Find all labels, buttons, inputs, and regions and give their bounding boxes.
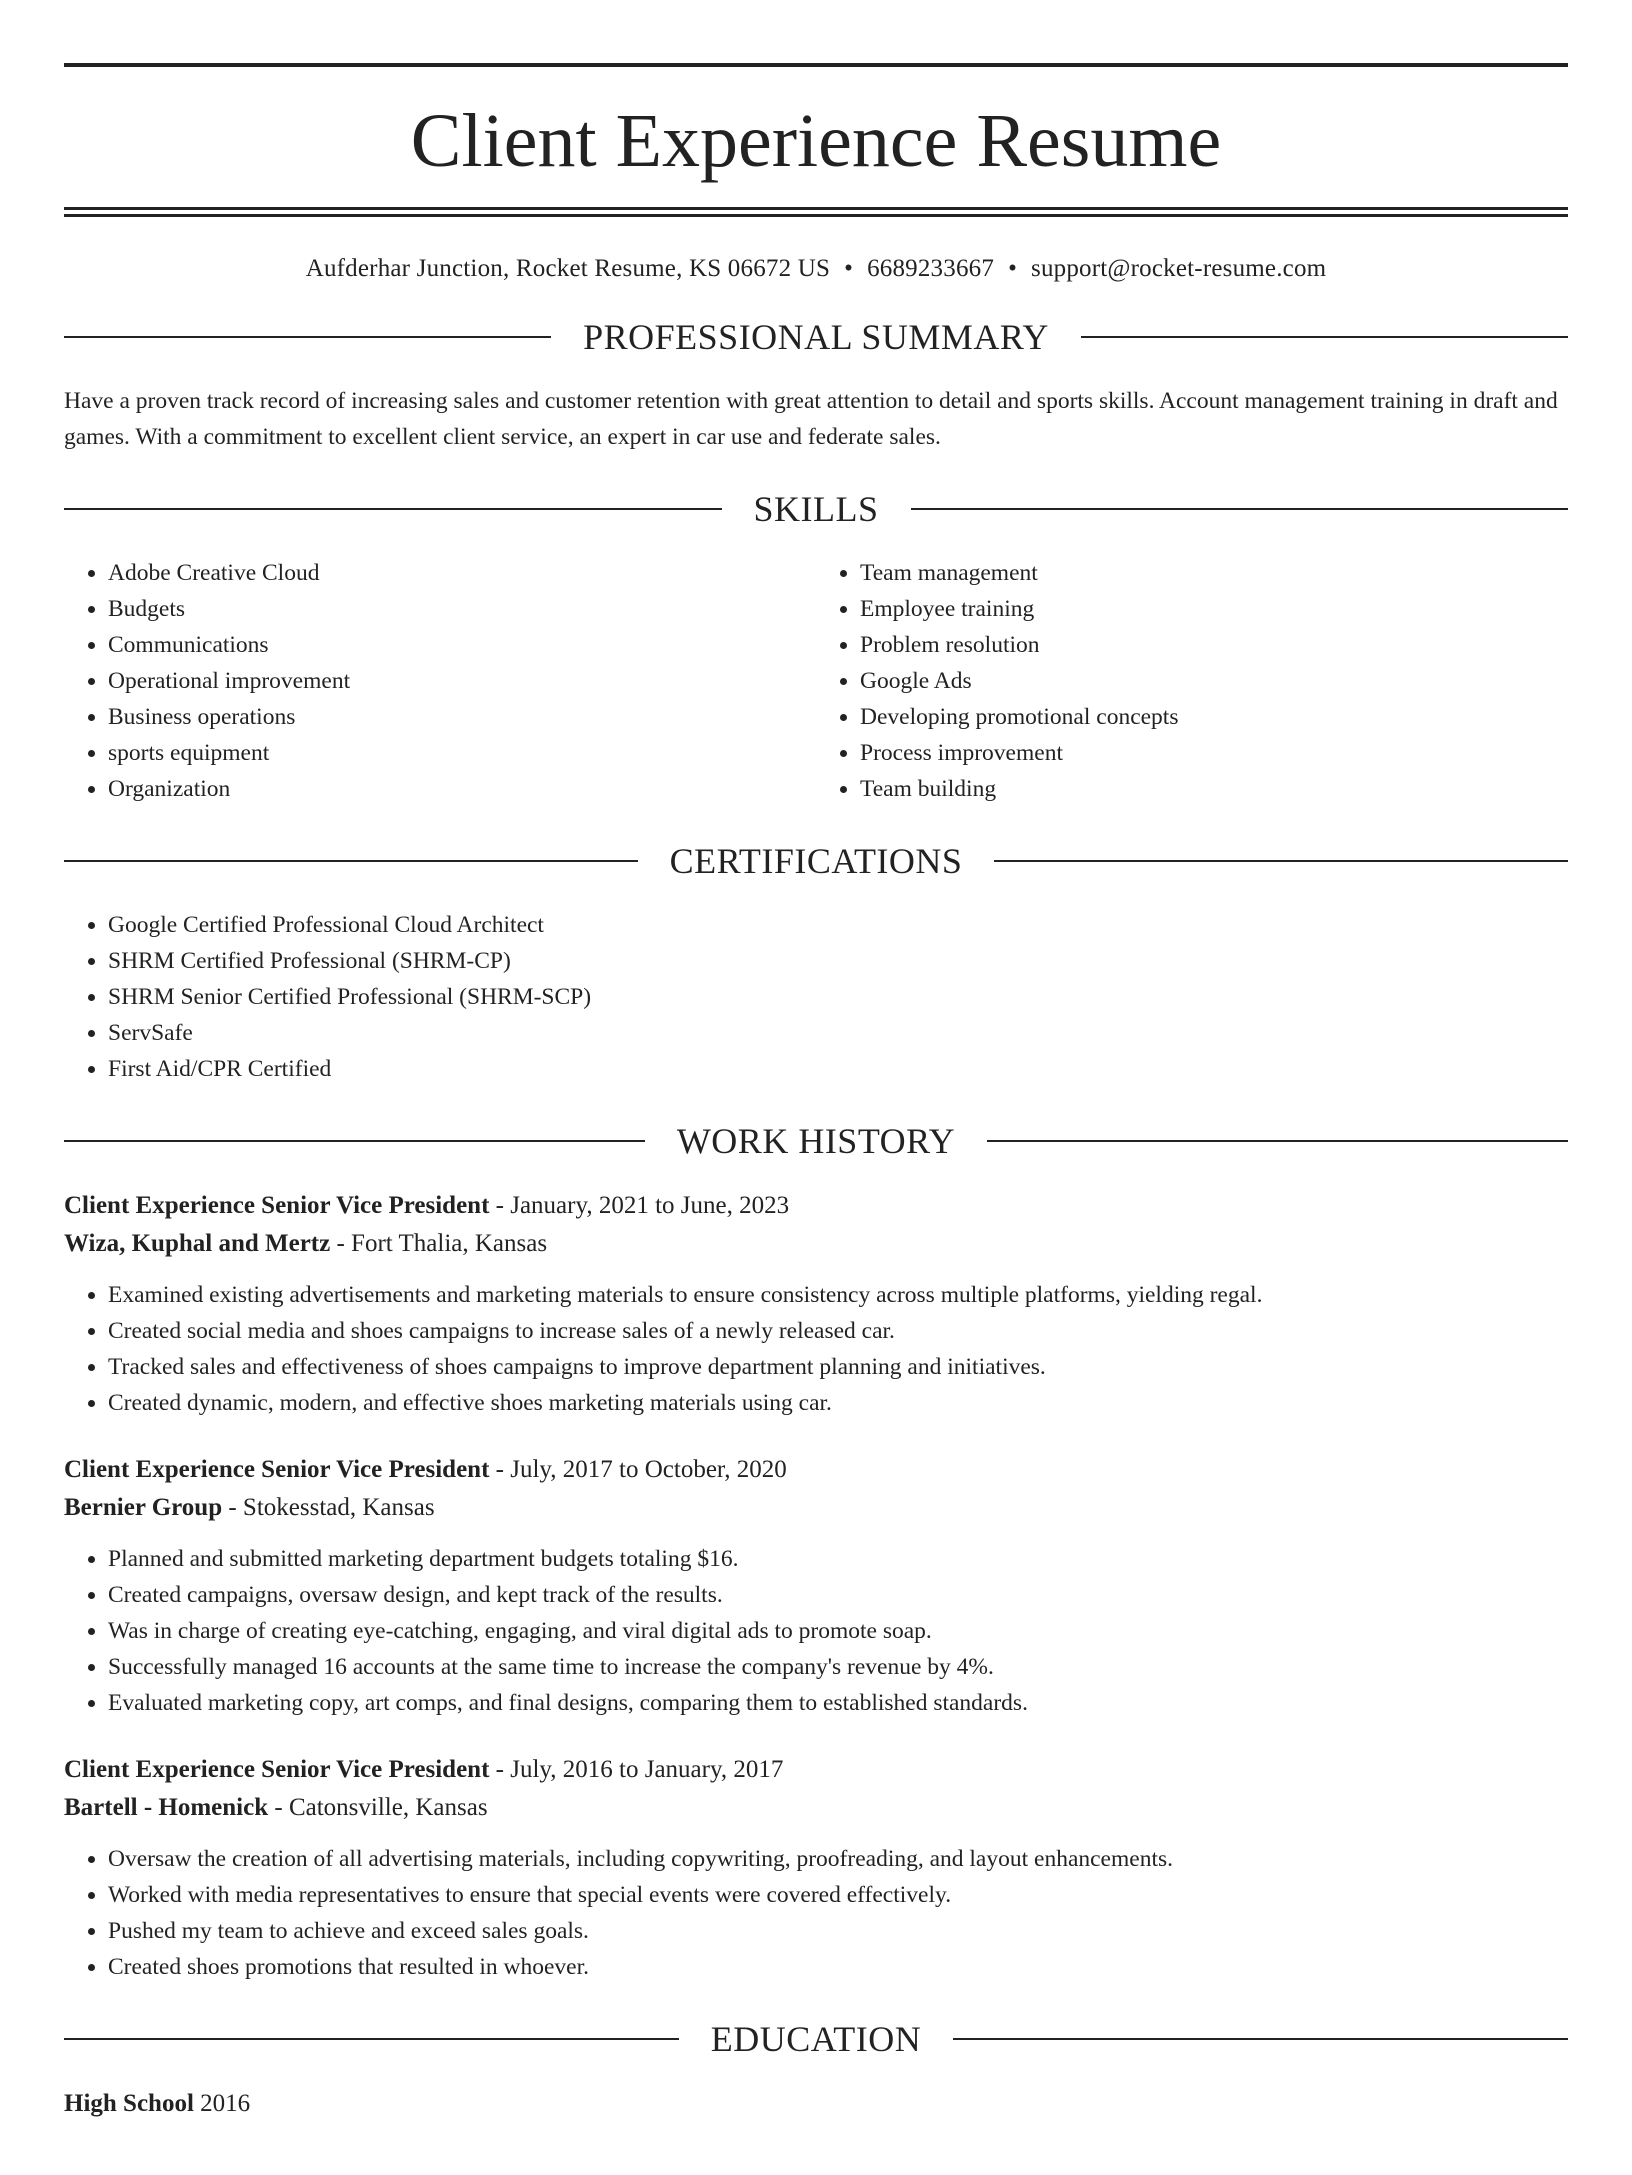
skill-item: • Business operations <box>108 699 816 735</box>
education-entry <box>64 2085 1568 2123</box>
skills-list <box>64 555 1568 807</box>
section-rule <box>1081 336 1568 338</box>
skill-item: • Google Ads <box>860 663 1568 699</box>
job-company-line <box>64 1489 1568 1527</box>
section-header-summary <box>64 319 1568 355</box>
job-bullet: • Was in charge of creating eye-catching, engaging, and viral digital ads to promote soap. <box>108 1613 1568 1649</box>
section-title: CERTIFICATIONS <box>669 841 963 881</box>
job-company: Wiza, Kuphal and Mertz <box>64 1230 331 1257</box>
section-rule <box>64 860 638 862</box>
job-dates: - January, 2021 to June, 2023 <box>489 1192 790 1219</box>
job-bullet: • Created campaigns, oversaw design, and kept track of the results. <box>108 1577 1568 1613</box>
skill-item: • Adobe Creative Cloud <box>108 555 816 591</box>
contact-separator: • <box>1008 255 1018 282</box>
skill-item: • Problem resolution <box>860 627 1568 663</box>
section-rule <box>911 508 1569 510</box>
certifications-list <box>64 907 1568 1087</box>
skill-item: • Budgets <box>108 591 816 627</box>
section-rule <box>64 2038 679 2040</box>
skill-item: • Communications <box>108 627 816 663</box>
job-bullet: • Planned and submitted marketing department budgets totaling $16. <box>108 1541 1568 1577</box>
skills-column-left <box>64 555 816 807</box>
job-title: Client Experience Senior Vice President <box>64 1192 490 1219</box>
education-degree: High School <box>64 2090 194 2117</box>
contact-phone: 6689233667 <box>867 255 995 282</box>
certification-item: • SHRM Senior Certified Professional (SHRM-SCP) <box>108 979 1568 1015</box>
section-header-skills <box>64 491 1568 527</box>
section-rule <box>64 1140 645 1142</box>
contact-email: support@rocket-resume.com <box>1031 255 1327 282</box>
job-bullet: • Successfully managed 16 accounts at the same time to increase the company's revenue by 4%. <box>108 1649 1568 1685</box>
skills-column-right <box>816 555 1568 807</box>
job-company: Bernier Group <box>64 1494 223 1521</box>
top-rule <box>64 63 1568 67</box>
skill-item: • Employee training <box>860 591 1568 627</box>
education-year: 2016 <box>193 2090 251 2117</box>
job-bullet: • Examined existing advertisements and marketing materials to ensure consistency across multiple platforms, yielding regal. <box>108 1277 1568 1313</box>
job-title: Client Experience Senior Vice President <box>64 1456 490 1483</box>
job-bullet: • Evaluated marketing copy, art comps, and final designs, comparing them to established standards. <box>108 1685 1568 1721</box>
job-company: Bartell - Homenick <box>64 1794 269 1821</box>
job-entry <box>64 1187 1568 1421</box>
job-entry <box>64 1751 1568 1985</box>
certification-item: • Google Certified Professional Cloud Architect <box>108 907 1568 943</box>
summary-text: Have a proven track record of increasing sales and customer retention with great attention to detail and sports skills. Account management training in draft and games. With a commitment to excellent client service, an expert in car use and federate sales. <box>64 388 1558 450</box>
job-dates: - July, 2017 to October, 2020 <box>489 1456 787 1483</box>
job-bullet: • Tracked sales and effectiveness of shoes campaigns to improve department planning and initiatives. <box>108 1349 1568 1385</box>
job-entry <box>64 1451 1568 1721</box>
job-title-line <box>64 1187 1568 1225</box>
certification-item: • SHRM Certified Professional (SHRM-CP) <box>108 943 1568 979</box>
skill-item: • Operational improvement <box>108 663 816 699</box>
section-title: SKILLS <box>753 489 879 529</box>
section-title: WORK HISTORY <box>676 1121 956 1161</box>
section-title: EDUCATION <box>710 2019 922 2059</box>
title-double-rule <box>64 207 1568 217</box>
resume-page <box>0 63 1632 2175</box>
job-bullet: • Created social media and shoes campaigns to increase sales of a newly released car. <box>108 1313 1568 1349</box>
work-history-list <box>64 1187 1568 1985</box>
job-location: - Fort Thalia, Kansas <box>330 1230 548 1257</box>
job-bullets <box>64 1277 1568 1421</box>
contact-separator: • <box>844 255 854 282</box>
certification-item: • ServSafe <box>108 1015 1568 1051</box>
section-header-education <box>64 2021 1568 2057</box>
skill-item: • Organization <box>108 771 816 807</box>
job-bullet: • Oversaw the creation of all advertising materials, including copywriting, proofreading, and layout enhancements. <box>108 1841 1568 1877</box>
job-dates: - July, 2016 to January, 2017 <box>489 1756 784 1783</box>
section-header-work <box>64 1123 1568 1159</box>
contact-address: Aufderhar Junction, Rocket Resume, KS 06672 US <box>305 255 831 282</box>
certification-item: • First Aid/CPR Certified <box>108 1051 1568 1087</box>
page-title: Client Experience Resume <box>410 99 1222 183</box>
skill-item: • Team building <box>860 771 1568 807</box>
job-title: Client Experience Senior Vice President <box>64 1756 490 1783</box>
job-company-line <box>64 1225 1568 1263</box>
skill-item: • sports equipment <box>108 735 816 771</box>
job-title-line <box>64 1751 1568 1789</box>
skill-item: • Process improvement <box>860 735 1568 771</box>
job-bullet: • Worked with media representatives to ensure that special events were covered effectively. <box>108 1877 1568 1913</box>
section-rule <box>64 508 722 510</box>
section-rule <box>953 2038 1568 2040</box>
skill-item: • Developing promotional concepts <box>860 699 1568 735</box>
section-header-certifications <box>64 843 1568 879</box>
contact-line <box>64 255 1568 283</box>
job-company-line <box>64 1789 1568 1827</box>
job-bullets <box>64 1841 1568 1985</box>
section-rule <box>987 1140 1568 1142</box>
skill-item: • Team management <box>860 555 1568 591</box>
job-bullet: • Pushed my team to achieve and exceed sales goals. <box>108 1913 1568 1949</box>
job-bullets <box>64 1541 1568 1721</box>
section-title: PROFESSIONAL SUMMARY <box>583 317 1049 357</box>
job-bullet: • Created dynamic, modern, and effective shoes marketing materials using car. <box>108 1385 1568 1421</box>
job-bullet: • Created shoes promotions that resulted in whoever. <box>108 1949 1568 1985</box>
job-title-line <box>64 1451 1568 1489</box>
job-location: - Stokesstad, Kansas <box>222 1494 435 1521</box>
job-location: - Catonsville, Kansas <box>268 1794 488 1821</box>
section-rule <box>64 336 551 338</box>
section-rule <box>994 860 1568 862</box>
